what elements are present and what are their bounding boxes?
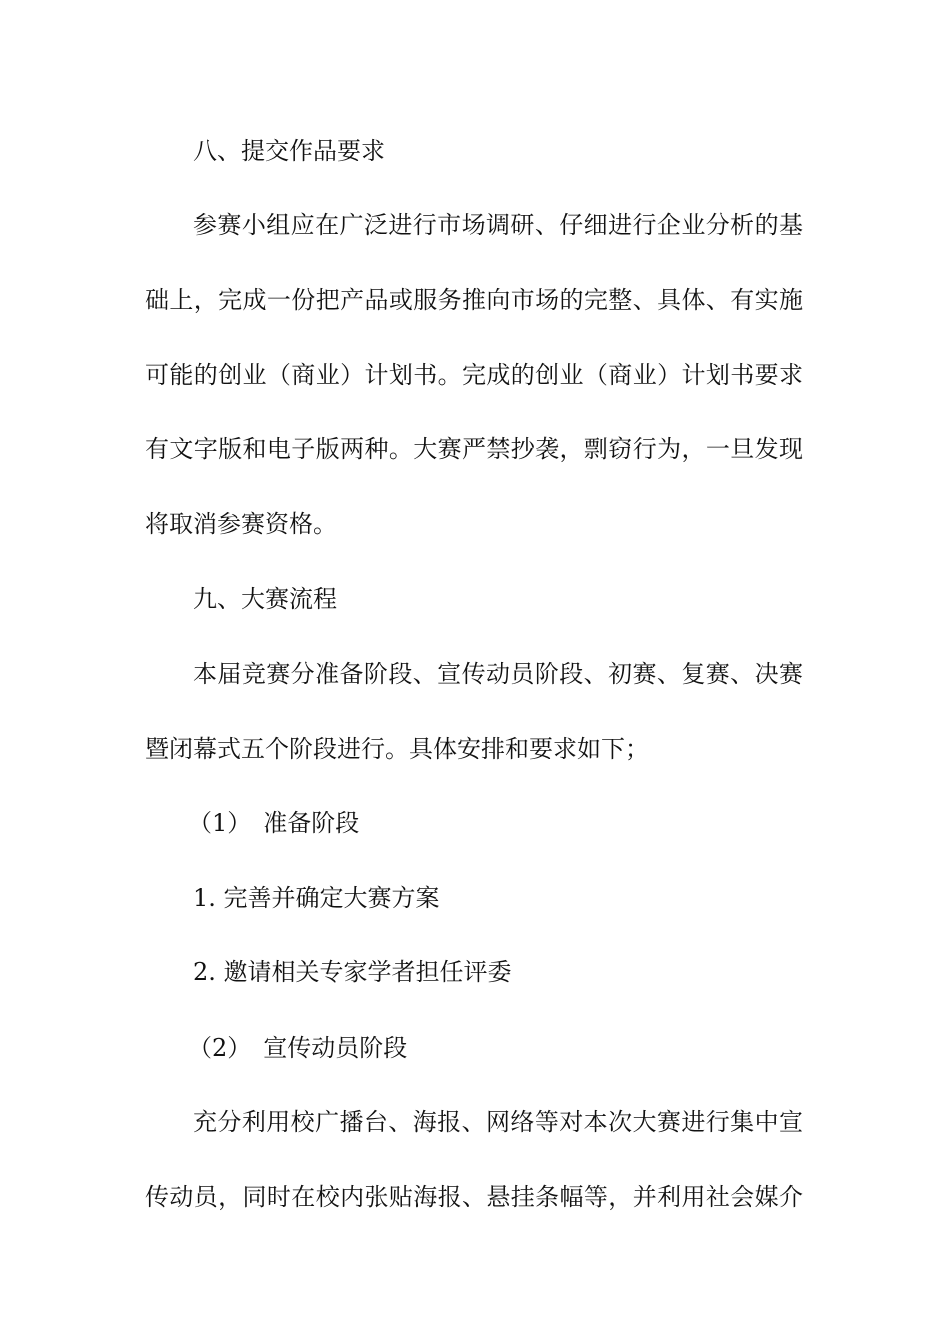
paragraph-line: 参赛小组应在广泛进行市场调研、仔细进行企业分析的基 (193, 211, 803, 239)
section-heading-9: 九、大赛流程 (193, 585, 337, 613)
stage-heading-1: （1） 准备阶段 (188, 809, 360, 837)
paragraph-line: 暨闭幕式五个阶段进行。具体安排和要求如下； (145, 735, 649, 763)
paragraph-line: 传动员，同时在校内张贴海报、悬挂条幅等，并利用社会媒介 (145, 1183, 803, 1211)
list-item: 2. 邀请相关专家学者担任评委 (193, 958, 512, 986)
section-heading-8: 八、提交作品要求 (193, 137, 385, 165)
list-item: 1. 完善并确定大赛方案 (193, 884, 440, 912)
paragraph-line: 础上，完成一份把产品或服务推向市场的完整、具体、有实施 (145, 286, 803, 314)
paragraph-line: 可能的创业（商业）计划书。完成的创业（商业）计划书要求 (145, 361, 803, 389)
stage-heading-2: （2） 宣传动员阶段 (188, 1034, 408, 1062)
paragraph-line: 将取消参赛资格。 (145, 510, 337, 538)
paragraph-line: 有文字版和电子版两种。大赛严禁抄袭，剽窃行为，一旦发现 (145, 435, 803, 463)
paragraph-line: 充分利用校广播台、海报、网络等对本次大赛进行集中宣 (193, 1108, 803, 1136)
paragraph-line: 本届竞赛分准备阶段、宣传动员阶段、初赛、复赛、决赛 (193, 660, 803, 688)
